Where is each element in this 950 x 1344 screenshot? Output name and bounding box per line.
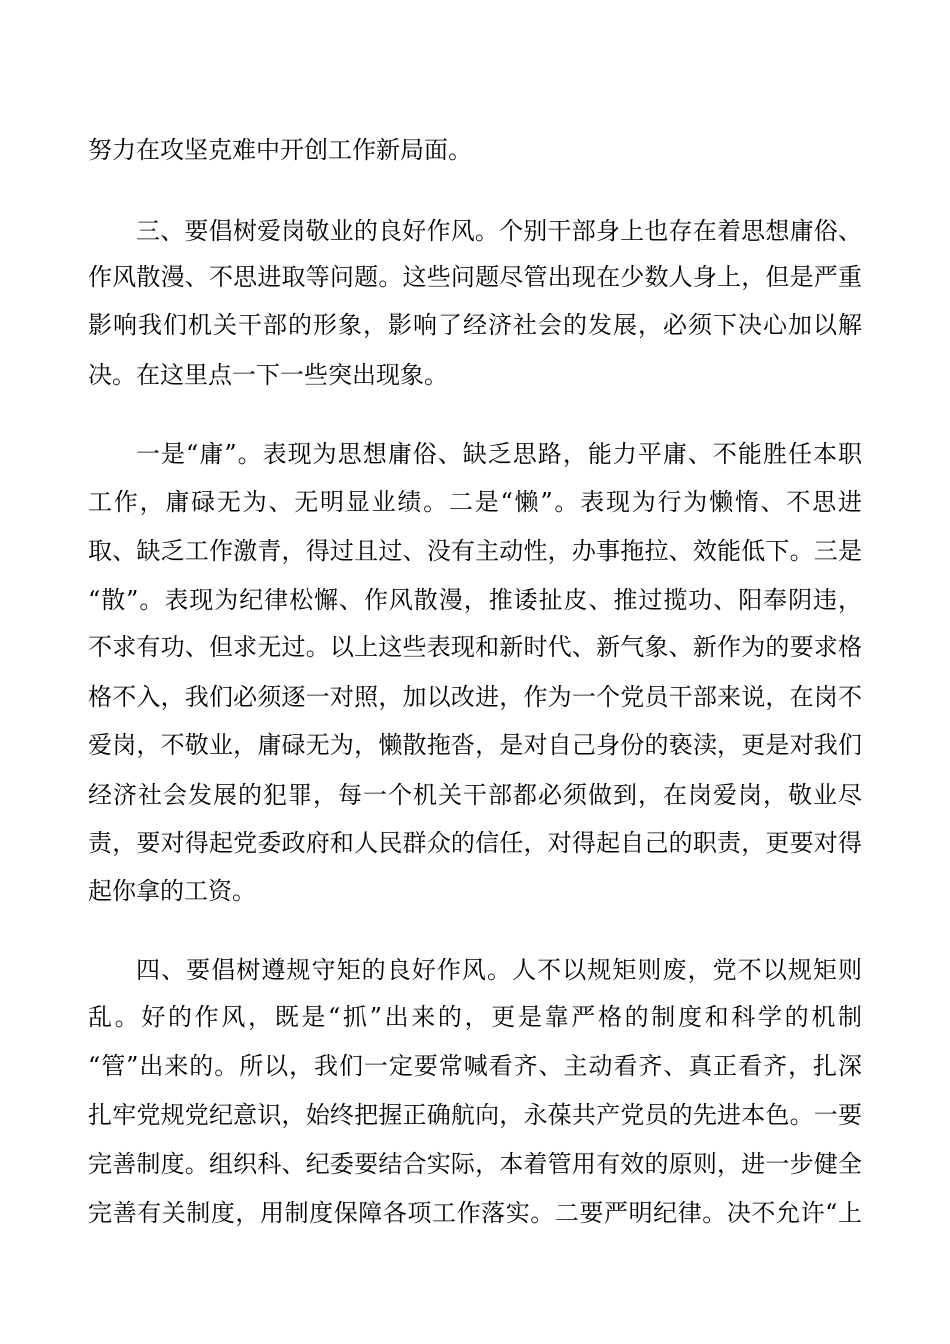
text-line: 一是“庸”。表现为思想庸俗、缺乏思路，能力平庸、不能胜任本职 [136,440,862,468]
text-line: “散”。表现为纪律松懈、作风散漫，推诿扯皮、推过揽功、阳奉阴违， [88,586,862,614]
text-line: 四、要倡树遵规守矩的良好作风。人不以规矩则废，党不以规矩则 [136,956,862,984]
text-line: 经济社会发展的犯罪，每一个机关干部都必须做到，在岗爱岗，敬业尽 [88,781,862,809]
text-line: 起你拿的工资。 [88,877,256,905]
text-line: 三、要倡树爱岗敬业的良好作风。个别干部身上也存在着思想庸俗、 [136,217,862,245]
text-line: 影响我们机关干部的形象，影响了经济社会的发展，必须下决心加以解 [88,311,862,339]
text-line: 取、缺乏工作激青，得过且过、没有主动性，办事拖拉、效能低下。三是 [88,537,862,565]
text-line: 责，要对得起党委政府和人民群众的信任，对得起自己的职责，更要对得 [88,829,862,857]
text-line: 爱岗，不敬业，庸碌无为，懒散拖沓，是对自己身份的亵渎，更是对我们 [88,731,862,759]
text-line: 努力在攻坚克难中开创工作新局面。 [88,136,472,164]
text-line: 乱。好的作风，既是“抓”出来的，更是靠严格的制度和科学的机制 [88,1003,862,1031]
text-line: 不求有功、但求无过。以上这些表现和新时代、新气象、新作为的要求格 [88,633,862,661]
text-line: 完善制度。组织科、纪委要结合实际，本着管用有效的原则，进一步健全 [88,1150,862,1178]
text-line: 扎牢党规党纪意识，始终把握正确航向，永葆共产党员的先进本色。一要 [88,1101,862,1129]
text-line: 工作，庸碌无为、无明显业绩。二是“懒”。表现为行为懒惰、不思进 [88,488,862,516]
text-line: 决。在这里点一下一些突出现象。 [88,361,448,389]
text-line: 格不入，我们必须逐一对照，加以改进，作为一个党员干部来说，在岗不 [88,683,862,711]
text-line: 完善有关制度，用制度保障各项工作落实。二要严明纪律。决不允许“上 [88,1199,862,1227]
text-line: “管”出来的。所以，我们一定要常喊看齐、主动看齐、真正看齐，扎深 [88,1052,862,1080]
text-line: 作风散漫、不思进取等问题。这些问题尽管出现在少数人身上，但是严重 [88,263,862,291]
